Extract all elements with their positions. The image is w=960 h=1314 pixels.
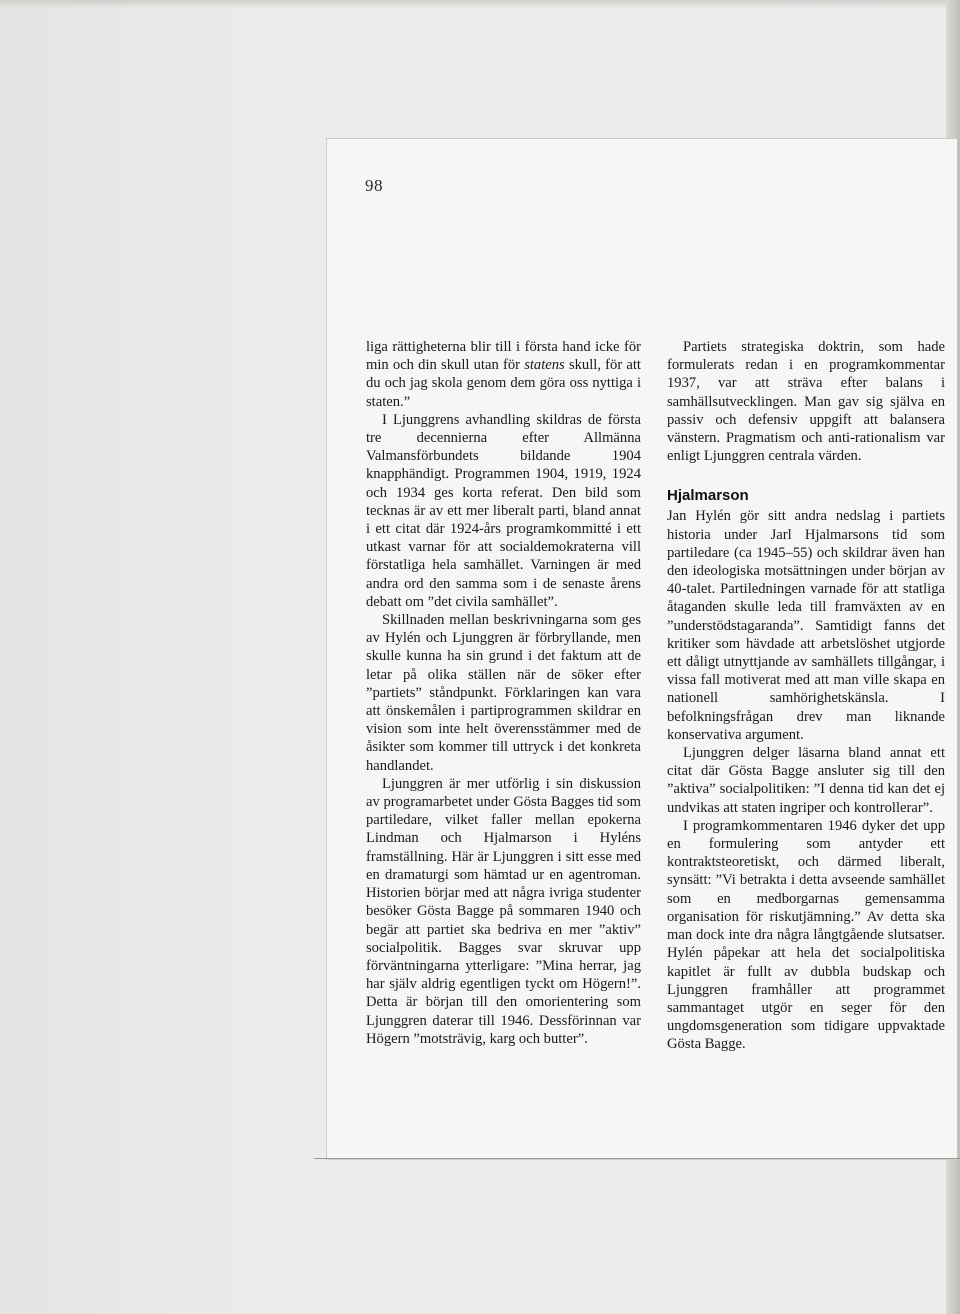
- paragraph: Ljunggren är mer utförlig i sin diskussion av programarbetet under Gösta Bagges tid som partiledare, vilket faller mellan epokerna Lindman och Hjalmarson i Hyléns framställning. Här är Ljunggren i sitt esse med en dramaturgi som hämtad ur en agentroman. Historien börjar med att några ivriga studenter besöker Gösta Bagge på sommaren 1940 och begär att partiet ska bedriva en mer ”aktiv” socialpolitik. Bagges svar skruvar upp förväntningarna ytterligare: ”Mina herrar, jag har själv aldrig egentligen tyckt om Högern!”. Detta är början till den omorientering som Ljunggren daterar till 1946. Dessförinnan var Högern ”motsträvig, karg och butter”.: [366, 775, 641, 1047]
- page-number: 98: [365, 176, 383, 195]
- section-heading: Hjalmarson: [667, 487, 749, 505]
- paragraph: Jan Hylén gör sitt andra nedslag i partiets historia under Jarl Hjalmarsons tid som partiledare (ca 1945–55) och skildrar även han den ideologiska motsättningen under början av 40-talet. Partiledningen varnade för att statliga åtaganden skulle leda till framväxten av en ”understödstagaranda”. Samtidigt fanns det kritiker som hävdade att arbetslöshet utgjorde ett dåligt utnyttjande av samhällets tillgångar, i vissa fall motiverat med att man ville skapa en nationell samhörighetskänsla. I befolkningsfrågan drev man liknande konservativa argument.: [667, 508, 945, 743]
- text-span: skull, för att du och jag skola genom dem göra oss nyttiga i staten.”: [366, 357, 641, 410]
- paragraph: I Ljunggrens avhandling skildras de första tre decennierna efter Allmänna Valmansförbundets bildande 1904 knapphändigt. Programmen 1904, 1919, 1924 och 1934 ges korta referat. Den bild som tecknas är av ett mer liberalt parti, bland annat i ett citat där 1924-års programkommitté i ett utkast varnar för att socialdemokraterna vill förstatliga hela samhället. Varningen är med andra ord den samma som i de senaste årens debatt om ”det civila samhället”.: [366, 411, 641, 610]
- paragraph: Ljunggren delger läsarna bland annat ett citat där Gösta Bagge ansluter sig till den ”aktiva” socialpolitiken: ”I denna tid kan det ej undvikas att staten ingriper och kontrollerar”.: [667, 745, 945, 816]
- text-span: liga rättigheterna blir till i första hand icke för min och din skull utan för: [366, 339, 641, 374]
- book-page: [326, 138, 957, 1159]
- italic-word: statens: [524, 357, 565, 374]
- paragraph: Skillnaden mellan beskrivningarna som ges av Hylén och Ljunggren är förbryllande, men skulle kunna ha sin grund i det faktum att de letar på olika ställen när de söker efter ”partiets” ståndpunkt. Förklaringen kan vara att önskemålen i partiprogrammen skildrar en vision som inte helt överensstämmer med de åsikter som kommer till uttryck i det konkreta handlandet.: [366, 612, 641, 774]
- right-column: [667, 338, 945, 1054]
- page-bottom-edge: [314, 1158, 960, 1159]
- left-column: [366, 338, 641, 1048]
- paragraph: I programkommentaren 1946 dyker det upp en formulering som antyder ett kontraktsteoretiskt, och därmed liberalt, synsätt: ”Vi betrakta i detta avseende samhället som en medborgarnas gemensamma organisation för riskutjämning.” Av detta ska man dock inte dra några långtgående slutsatser. Hylén påpekar att hela det socialpolitiska kapitlet är fullt av dubbla budskap och Ljunggren framhåller att programmet sammantaget utgör en seger för den ungdomsgeneration som tidigare uppvaktade Gösta Bagge.: [667, 817, 945, 1053]
- scan-top-edge: [0, 0, 960, 8]
- paragraph-continued: [366, 338, 641, 411]
- paragraph: Partiets strategiska doktrin, som hade formulerats redan i en programkommentar 1937, var att sträva efter balans i samhällsutvecklingen. Man gav sig själva en passiv och defensiv uppgift att balansera vänstern. Pragmatism och anti-rationalism var enligt Ljunggren centrala värden.: [667, 339, 945, 465]
